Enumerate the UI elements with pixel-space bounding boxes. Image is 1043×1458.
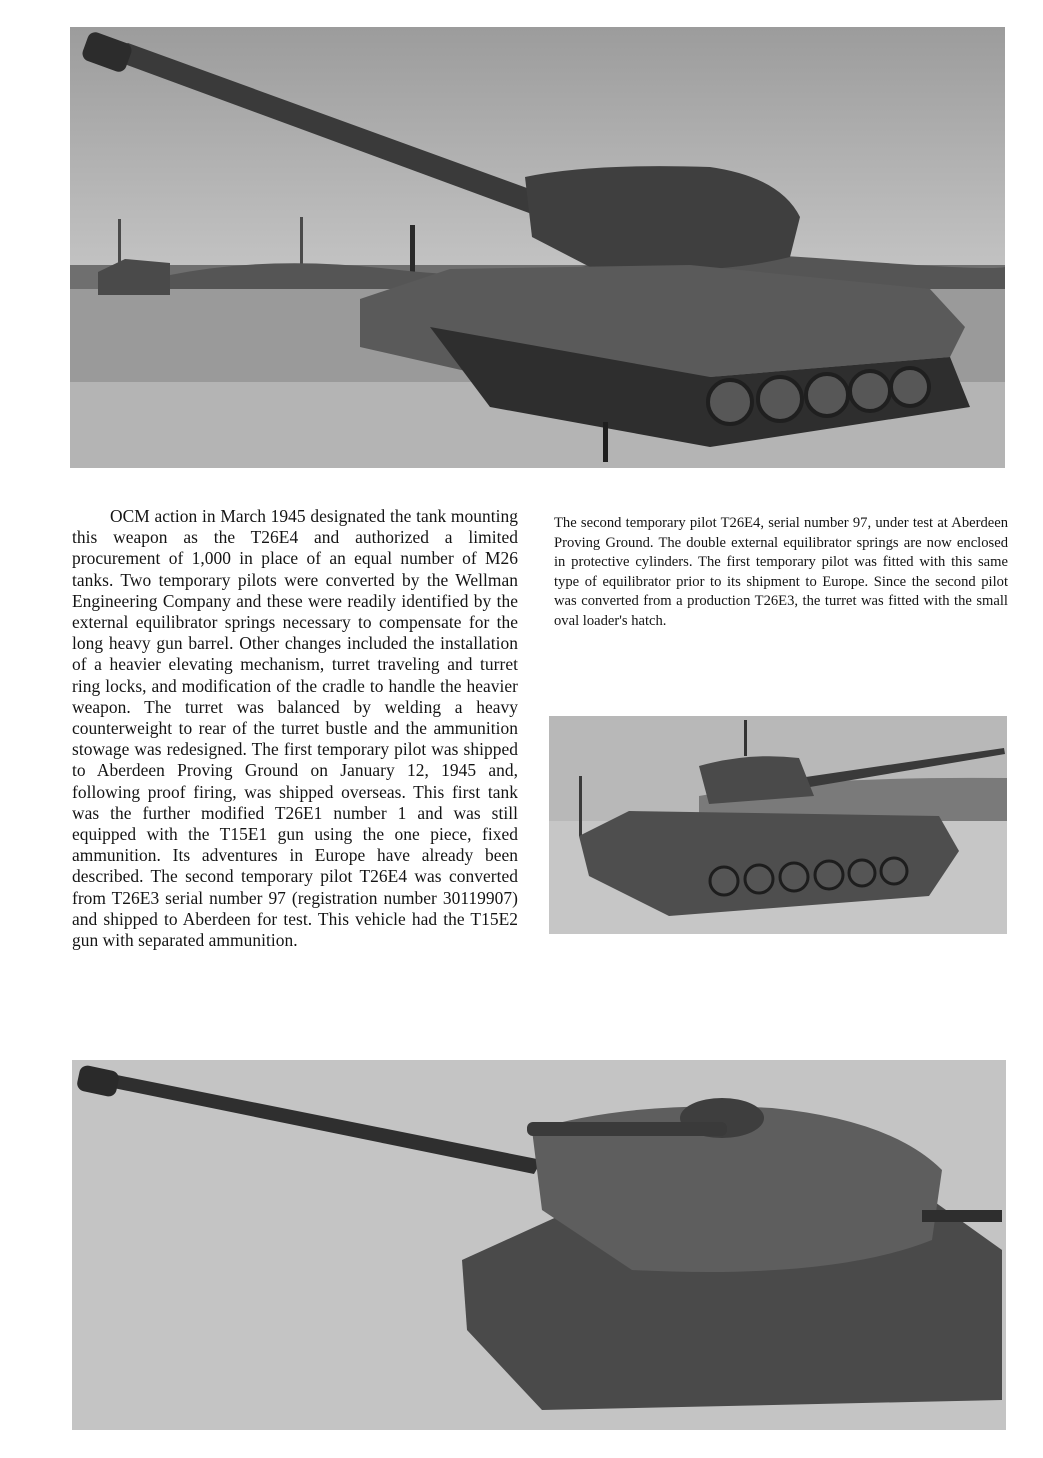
photo-tank-front-three-quarter [70,27,1005,468]
photo-tank-side-view [549,716,1007,934]
photo-caption: The second temporary pilot T26E4, serial number 97, under test at Aberdeen Proving Ground. The double external equilibrator springs are now enclosed in protective cylinders. The first temporary pilot was fitted with this same type of equilibrator prior to its shipment to Europe. Since the second pilot was converted from a production T26E3, the turret was fitted with the small oval loader's hatch. [554,515,1008,629]
article-body-text: OCM action in March 1945 designated the tank mounting this weapon as the T26E4 and authorized a limited procurement of 1,000 in place of an equal number of M26 tanks. Two temporary pilots were converted by the Wellman Engineering Company and these were readily identified by the external equilibrator springs necessary to compensate for the long heavy gun barrel. Other changes included the installation of a heavier elevating mechanism, turret traveling and turret ring locks, and modification of the cradle to handle the heavier weapon. The turret was balanced by welding a heavy counterweight to rear of the turret bustle and the ammunition stowage was redesigned. The first temporary pilot was shipped to Aberdeen Proving Ground on January 12, 1945 and, following proof firing, was shipped overseas. This first tank was the further modified T26E1 number 1 and was still equipped with the T15E1 gun using the one piece, fixed ammunition. Its adventures in Europe have already been described. The second temporary pilot T26E4 was converted from T26E3 serial number 97 (registration number 30119907) and shipped to Aberdeen for test. This vehicle had the T15E2 gun with separated ammunition. [72,506,518,951]
photo-tank-overhead-view [72,1060,1006,1430]
